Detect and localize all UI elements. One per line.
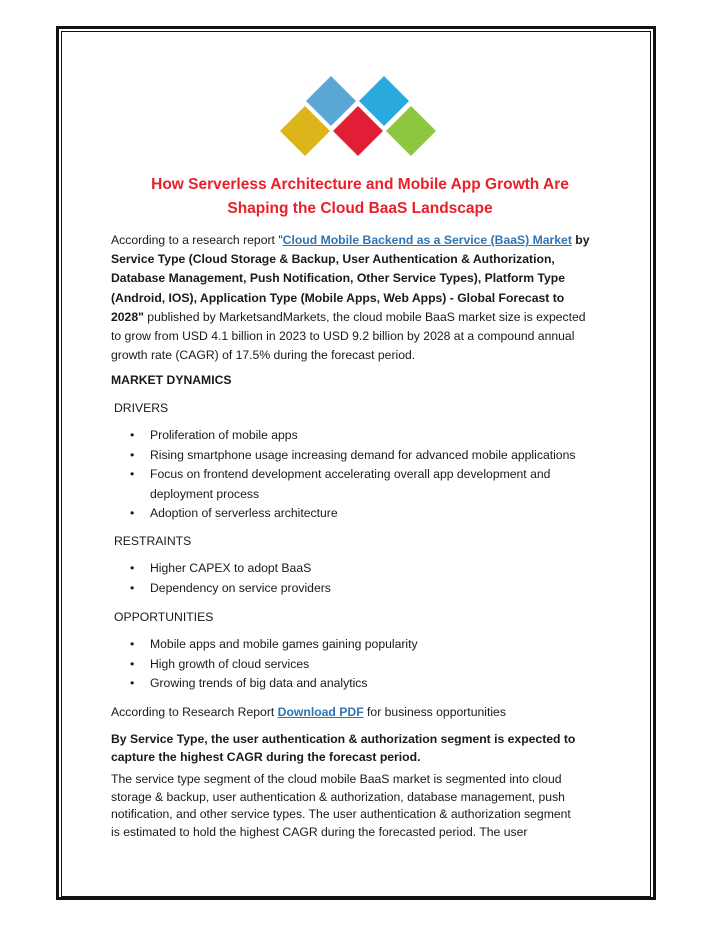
list-item: • High growth of cloud services xyxy=(130,656,310,671)
intro-paragraph: According to a research report "Cloud Mobile Backend as a Service (BaaS) Market by Service Type (Cloud Storage & Backup, User Authentication & Authorization, Database Management, Push Notification, Other Service Types), Platform Type (Android, IOS), Application Type (Mobile Apps, Web Apps) - Global Forecast to 2028" published by MarketsandMarkets, the cloud mobile BaaS market size is expected to grow from USD 4.1 billion in 2023 to USD 9.2 billion by 2028 at a compound annual growth rate (CAGR) of 17.5% during the forecast period. xyxy=(111,233,590,363)
drivers-heading: DRIVERS xyxy=(114,401,169,415)
download-pdf-link[interactable]: Download PDF xyxy=(277,705,364,719)
list-item: • Mobile apps and mobile games gaining popularity xyxy=(130,637,418,651)
opportunities-list xyxy=(130,635,620,694)
opportunities-heading: OPPORTUNITIES xyxy=(114,610,214,624)
list-item: • Proliferation of mobile apps xyxy=(130,428,298,442)
list-item: • Growing trends of big data and analytics xyxy=(130,676,368,690)
company-logo xyxy=(276,76,444,172)
drivers-list xyxy=(130,426,620,524)
service-type-heading: By Service Type, the user authentication & authorization segment is expected to capture the highest CAGR during the forecast period. xyxy=(111,732,576,764)
list-item: • Rising smartphone usage increasing demand for advanced mobile applications xyxy=(130,447,576,462)
market-dynamics-heading: MARKET DYNAMICS xyxy=(111,373,232,387)
restraints-heading: RESTRAINTS xyxy=(114,534,192,548)
list-item: • Adoption of serverless architecture xyxy=(130,506,338,520)
page-title-line-1: How Serverless Architecture and Mobile App Growth Are xyxy=(151,176,569,193)
list-item: • Higher CAPEX to adopt BaaS xyxy=(130,561,312,575)
page-title-line-2: Shaping the Cloud BaaS Landscape xyxy=(227,200,493,217)
list-item: • Focus on frontend development accelerating overall app development and deployment process xyxy=(130,467,551,501)
report-line: According to Research Report Download PDF for business opportunities xyxy=(111,705,506,719)
restraints-list xyxy=(130,559,620,598)
service-type-body: The service type segment of the cloud mobile BaaS market is segmented into cloud storage & backup, user authentication & authorization, database management, push notification, and other service types. The user authentication & authorization segment is estimated to hold the highest CAGR during the forecasted period. The user xyxy=(111,772,571,839)
list-item: • Dependency on service providers xyxy=(130,580,331,595)
market-report-link[interactable]: Cloud Mobile Backend as a Service (BaaS) Market xyxy=(282,233,572,247)
